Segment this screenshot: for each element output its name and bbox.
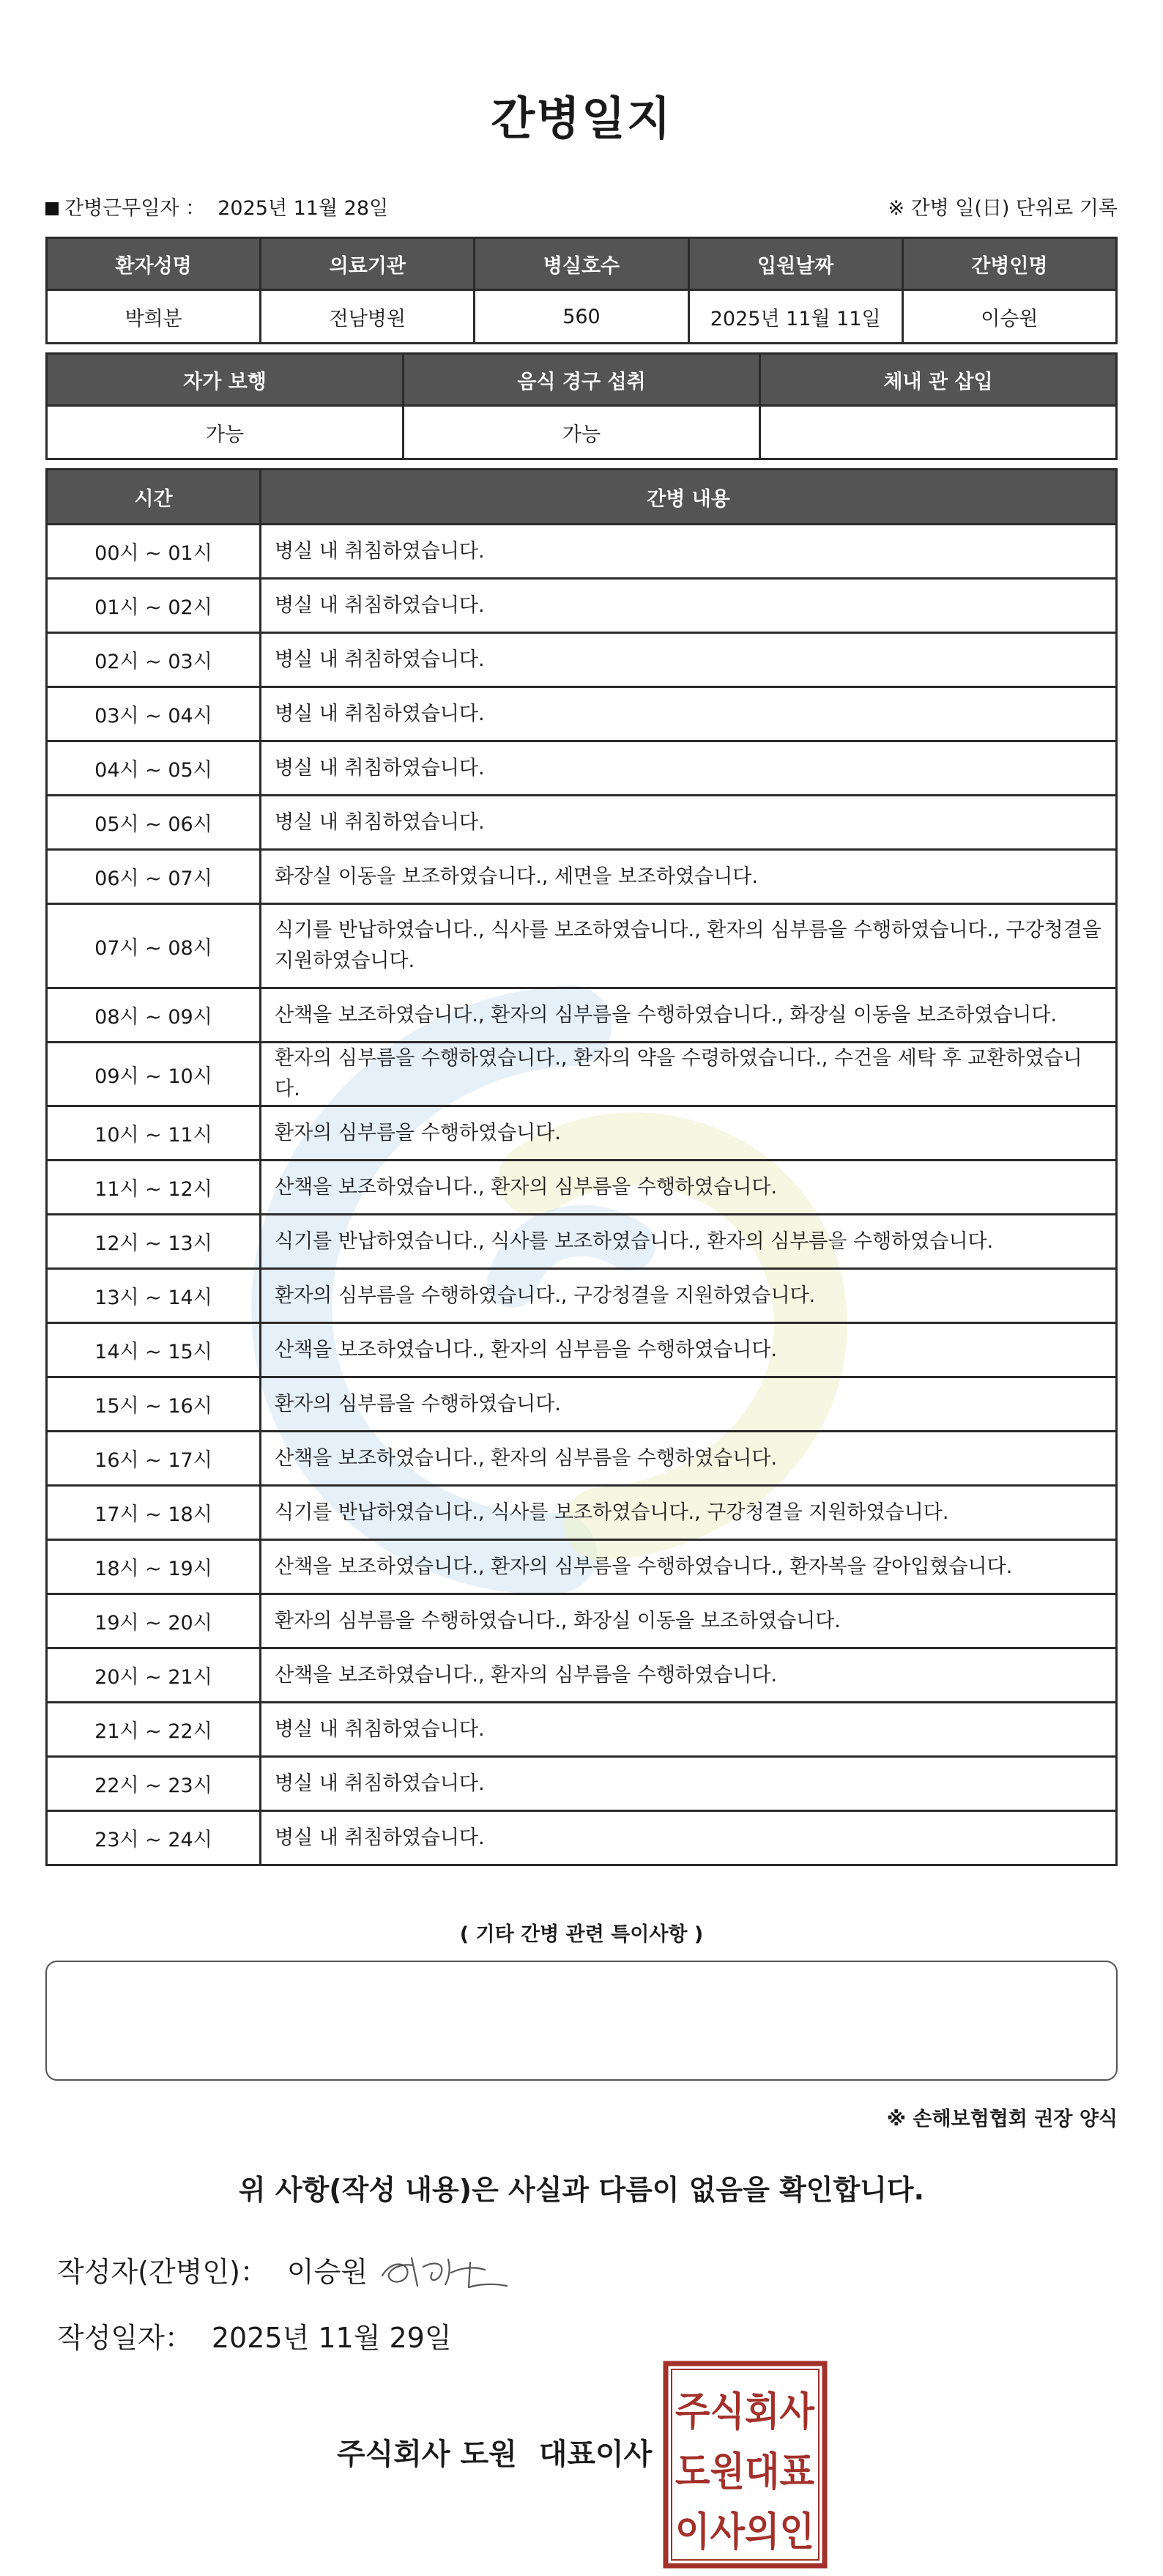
work-date-label: 간병근무일자 ： — [64, 197, 206, 220]
care-content-cell: 환자의 심부름을 수행하였습니다. — [261, 1377, 1117, 1432]
care-content-cell: 식기를 반납하였습니다., 식사를 보조하였습니다., 환자의 심부름을 수행하였습니다., 구강청결을 지원하였습니다. — [261, 904, 1117, 988]
time-cell: 07시 ~ 08시 — [47, 904, 261, 988]
table-row — [47, 1486, 1117, 1540]
written-date-value: 2025년 11월 29일 — [211, 2322, 452, 2354]
time-cell: 23시 ~ 24시 — [47, 1811, 261, 1865]
table-row — [47, 1594, 1117, 1648]
work-date-value: 2025년 11월 28일 — [218, 197, 389, 220]
table-row — [47, 850, 1117, 904]
time-cell: 11시 ~ 12시 — [47, 1161, 261, 1215]
table-row — [47, 1161, 1117, 1215]
care-content-cell: 식기를 반납하였습니다., 식사를 보조하였습니다., 구강청결을 지원하였습니다. — [261, 1486, 1117, 1540]
care-content-cell: 환자의 심부름을 수행하였습니다., 화장실 이동을 보조하였습니다. — [261, 1594, 1117, 1648]
table-row — [47, 741, 1117, 796]
header-admission-date: 입원날짜 — [688, 238, 902, 290]
care-content-cell: 병실 내 취침하였습니다. — [261, 741, 1117, 796]
svg-text:도원대표: 도원대표 — [675, 2449, 814, 2495]
time-cell: 02시 ~ 03시 — [47, 633, 261, 687]
signature-image — [375, 2240, 514, 2299]
record-unit-note: ※ 간병 일(日) 단위로 기록 — [888, 197, 1118, 220]
table-row — [47, 633, 1117, 687]
meta-row — [45, 192, 1118, 221]
patient-status-table — [45, 352, 1118, 460]
table-row — [47, 525, 1117, 579]
time-cell: 01시 ~ 02시 — [47, 579, 261, 633]
header-self-walking: 자가 보행 — [47, 354, 404, 406]
care-content-cell: 병실 내 취침하였습니다. — [261, 1757, 1117, 1811]
confirmation-statement: 위 사항(작성 내용)은 사실과 다름이 없음을 확인합니다. — [238, 2174, 925, 2206]
square-bullet-icon — [45, 202, 59, 215]
table-row — [47, 988, 1117, 1043]
table-row — [47, 1432, 1117, 1486]
time-cell: 20시 ~ 21시 — [47, 1648, 261, 1703]
tube-insertion — [760, 406, 1117, 459]
time-cell: 03시 ~ 04시 — [47, 687, 261, 741]
time-cell: 21시 ~ 22시 — [47, 1703, 261, 1757]
time-cell: 13시 ~ 14시 — [47, 1269, 261, 1323]
care-content-cell: 병실 내 취침하였습니다. — [261, 1703, 1117, 1757]
time-cell: 10시 ~ 11시 — [47, 1106, 261, 1161]
writer-name: 이승원 — [286, 2256, 368, 2288]
care-content-cell: 화장실 이동을 보조하였습니다., 세면을 보조하였습니다. — [261, 850, 1117, 904]
patient-info-table — [45, 237, 1118, 344]
care-content-cell: 환자의 심부름을 수행하였습니다., 구강청결을 지원하였습니다. — [261, 1269, 1117, 1323]
header-oral-intake: 음식 경구 섭취 — [404, 354, 760, 406]
care-content-cell: 산책을 보조하였습니다., 환자의 심부름을 수행하였습니다. — [261, 1161, 1117, 1215]
table-row — [47, 687, 1117, 741]
company-seal-stamp — [663, 2361, 828, 2569]
care-content-cell: 병실 내 취침하였습니다. — [261, 525, 1117, 579]
header-patient-name: 환자성명 — [47, 238, 261, 290]
table-row — [47, 1269, 1117, 1323]
table-row — [47, 1323, 1117, 1377]
care-content-cell: 산책을 보조하였습니다., 환자의 심부름을 수행하였습니다. — [261, 1432, 1117, 1486]
patient-name: 박희분 — [47, 290, 261, 344]
time-cell: 17시 ~ 18시 — [47, 1486, 261, 1540]
care-content-cell: 산책을 보조하였습니다., 환자의 심부름을 수행하였습니다., 환자복을 갈아입혔습니다. — [261, 1540, 1117, 1594]
header-care-content: 간병 내용 — [261, 470, 1117, 525]
care-content-cell: 병실 내 취침하였습니다. — [261, 633, 1117, 687]
table-row — [47, 1703, 1117, 1757]
table-row — [47, 1757, 1117, 1811]
time-cell: 08시 ~ 09시 — [47, 988, 261, 1043]
time-cell: 14시 ~ 15시 — [47, 1323, 261, 1377]
header-time: 시간 — [47, 470, 261, 525]
admission-date: 2025년 11월 11일 — [688, 290, 902, 344]
care-content-cell: 환자의 심부름을 수행하였습니다. — [261, 1106, 1117, 1161]
care-log-rows — [47, 525, 1117, 1865]
time-cell: 09시 ~ 10시 — [47, 1043, 261, 1106]
table-row — [47, 1043, 1117, 1106]
written-date-label: 작성일자： — [57, 2322, 193, 2354]
room-number: 560 — [475, 290, 688, 344]
table-row — [47, 904, 1117, 988]
written-date-line — [57, 2315, 452, 2355]
recommended-form-note: ※ 손해보험협회 권장 양식 — [886, 2108, 1118, 2131]
time-cell: 18시 ~ 19시 — [47, 1540, 261, 1594]
table-row — [47, 1215, 1117, 1269]
company-representative-title: 대표이사 — [538, 2438, 653, 2471]
svg-text:이사의인: 이사의인 — [675, 2509, 814, 2555]
time-cell: 00시 ~ 01시 — [47, 525, 261, 579]
table-row — [47, 1106, 1117, 1161]
table-row — [47, 579, 1117, 633]
table-row — [47, 1377, 1117, 1432]
header-hospital: 의료기관 — [261, 238, 475, 290]
care-content-cell: 병실 내 취침하였습니다. — [261, 1811, 1117, 1865]
table-row — [47, 796, 1117, 850]
header-caregiver-name: 간병인명 — [902, 238, 1116, 290]
caregiver-name: 이승원 — [902, 290, 1116, 344]
notes-box — [45, 1961, 1118, 2081]
care-content-cell: 산책을 보조하였습니다., 환자의 심부름을 수행하였습니다. — [261, 1323, 1117, 1377]
time-cell: 04시 ~ 05시 — [47, 741, 261, 796]
care-content-cell: 환자의 심부름을 수행하였습니다., 환자의 약을 수령하였습니다., 수건을 세탁 후 교환하였습니다. — [261, 1043, 1117, 1106]
care-content-cell: 식기를 반납하였습니다., 식사를 보조하였습니다., 환자의 심부름을 수행하였습니다. — [261, 1215, 1117, 1269]
care-content-cell: 산책을 보조하였습니다., 환자의 심부름을 수행하였습니다., 화장실 이동을 보조하였습니다. — [261, 988, 1117, 1043]
work-date — [45, 192, 388, 221]
time-cell: 16시 ~ 17시 — [47, 1432, 261, 1486]
company-signature-line — [337, 2431, 652, 2473]
care-content-cell: 병실 내 취침하였습니다. — [261, 579, 1117, 633]
time-cell: 12시 ~ 13시 — [47, 1215, 261, 1269]
time-cell: 06시 ~ 07시 — [47, 850, 261, 904]
time-cell: 15시 ~ 16시 — [47, 1377, 261, 1432]
hospital: 전남병원 — [261, 290, 475, 344]
time-cell: 19시 ~ 20시 — [47, 1594, 261, 1648]
care-content-cell: 병실 내 취침하였습니다. — [261, 796, 1117, 850]
table-row — [47, 1648, 1117, 1703]
self-walking: 가능 — [47, 406, 404, 459]
care-content-cell: 병실 내 취침하였습니다. — [261, 687, 1117, 741]
notes-title: ( 기타 간병 관련 특이사항 ) — [459, 1923, 704, 1946]
oral-intake: 가능 — [404, 406, 760, 459]
page-title: 간병일지 — [491, 92, 672, 145]
writer-line — [57, 2249, 368, 2290]
time-cell: 05시 ~ 06시 — [47, 796, 261, 850]
svg-text:주식회사: 주식회사 — [675, 2388, 815, 2435]
table-row — [47, 1811, 1117, 1865]
company-name: 주식회사 도원 — [337, 2438, 517, 2471]
care-log-table — [45, 468, 1118, 1866]
care-content-cell: 산책을 보조하였습니다., 환자의 심부름을 수행하였습니다. — [261, 1648, 1117, 1703]
writer-label: 작성자(간병인)： — [57, 2256, 268, 2288]
header-tube-insertion: 체내 관 삽입 — [760, 354, 1117, 406]
time-cell: 22시 ~ 23시 — [47, 1757, 261, 1811]
table-row — [47, 1540, 1117, 1594]
header-room-number: 병실호수 — [475, 238, 688, 290]
